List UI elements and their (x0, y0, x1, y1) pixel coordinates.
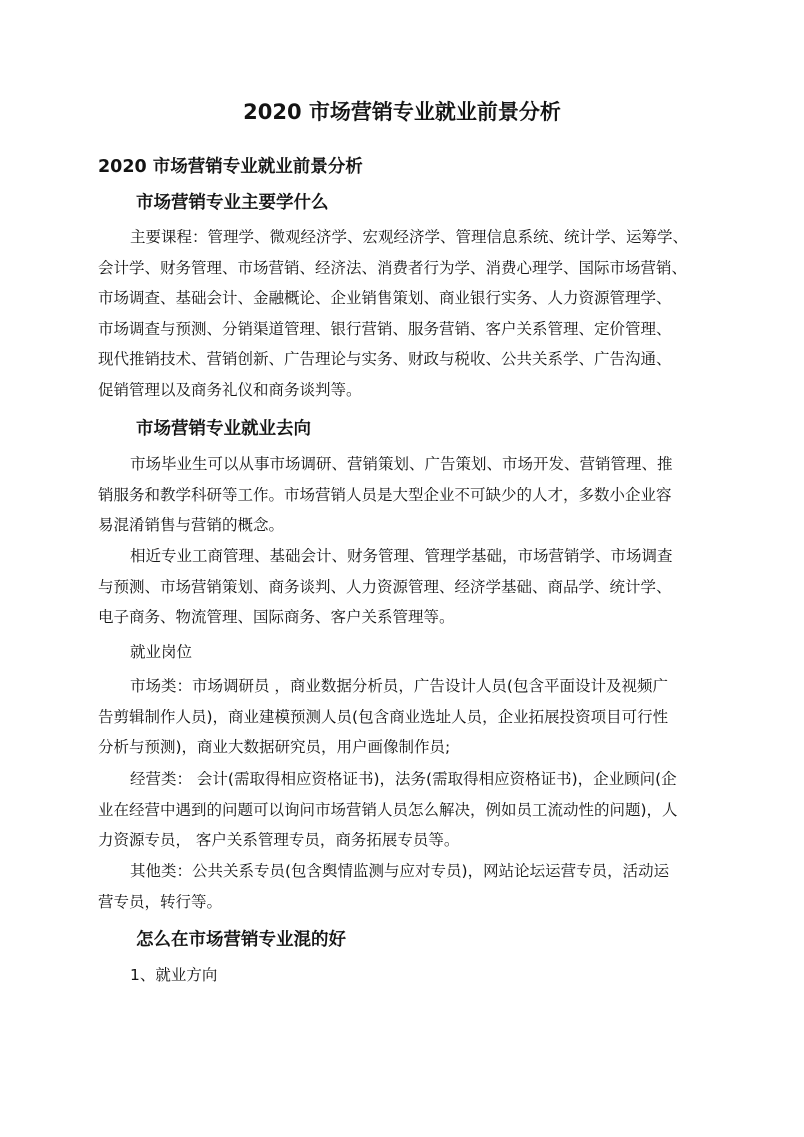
career-paragraph-2 (98, 541, 738, 633)
paragraph-line: 告剪辑制作人员)，商业建模预测人员(包含商业选址人员，企业拓展投资项目可行性 (98, 707, 669, 726)
paragraph-line: 营专员，转行等。 (98, 892, 223, 911)
paragraph-line: 市场毕业生可以从事市场调研、营销策划、广告策划、市场开发、营销管理、推 (130, 455, 673, 473)
document-subtitle: 2020 市场营销专业就业前景分析 (98, 157, 363, 177)
paragraph-line: 会计学、财务管理、市场营销、经济法、消费者行为学、消费心理学、国际市场营销、 (98, 258, 688, 277)
paragraph-line: 市场类：市场调研员 ，商业数据分析员，广告设计人员(包含平面设计及视频广 (130, 677, 668, 695)
courses-paragraph (98, 222, 738, 406)
paragraph-line: 业在经营中遇到的问题可以询问市场营销人员怎么解决，例如员工流动性的问题)，人 (98, 800, 678, 819)
other-jobs-paragraph (98, 856, 738, 917)
paragraph-line: 相近专业工商管理、基础会计、财务管理、管理学基础，市场营销学、市场调查 (130, 547, 673, 565)
market-jobs-paragraph (98, 671, 738, 763)
paragraph-line: 易混淆销售与营销的概念。 (98, 516, 285, 535)
section-heading-courses: 市场营销专业主要学什么 (136, 193, 329, 213)
paragraph-line: 力资源专员， 客户关系管理专员，商务拓展专员等。 (98, 831, 460, 850)
paragraph-line: 市场调查、基础会计、金融概论、企业销售策划、商业银行实务、人力资源管理学、 (98, 289, 672, 308)
paragraph-line: 主要课程：管理学、微观经济学、宏观经济学、管理信息系统、统计学、运筹学、 (130, 228, 689, 246)
paragraph-line: 其他类：公共关系专员(包含舆情监测与应对专员)，网站论坛运营专员，活动运 (130, 862, 670, 880)
paragraph-line: 销服务和教学科研等工作。市场营销人员是大型企业不可缺少的人才，多数小企业容 (98, 485, 672, 504)
paragraph-line: 电子商务、物流管理、国际商务、客户关系管理等。 (98, 608, 455, 627)
section-heading-career: 市场营销专业就业去向 (136, 419, 311, 439)
paragraph-line: 促销管理以及商务礼仪和商务谈判等。 (98, 380, 362, 399)
section-heading-success: 怎么在市场营销专业混的好 (136, 930, 346, 950)
paragraph-line: 分析与预测)，商业大数据研究员，用户画像制作员; (98, 738, 451, 757)
operation-jobs-paragraph (98, 764, 738, 856)
jobs-label: 就业岗位 (130, 643, 193, 661)
career-paragraph-1 (98, 449, 738, 541)
document-title: 2020 市场营销专业就业前景分析 (243, 100, 561, 124)
paragraph-line: 现代推销技术、营销创新、广告理论与实务、财政与税收、公共关系学、广告沟通、 (98, 350, 672, 369)
paragraph-line: 与预测、市场营销策划、商务谈判、人力资源管理、经济学基础、商品学、统计学、 (98, 577, 672, 596)
paragraph-line: 市场调查与预测、分销渠道管理、银行营销、服务营销、客户关系管理、定价管理、 (98, 319, 672, 338)
list-item-career-direction: 1、就业方向 (130, 966, 218, 984)
paragraph-line: 经营类： 会计(需取得相应资格证书)，法务(需取得相应资格证书)，企业顾问(企 (130, 770, 677, 788)
